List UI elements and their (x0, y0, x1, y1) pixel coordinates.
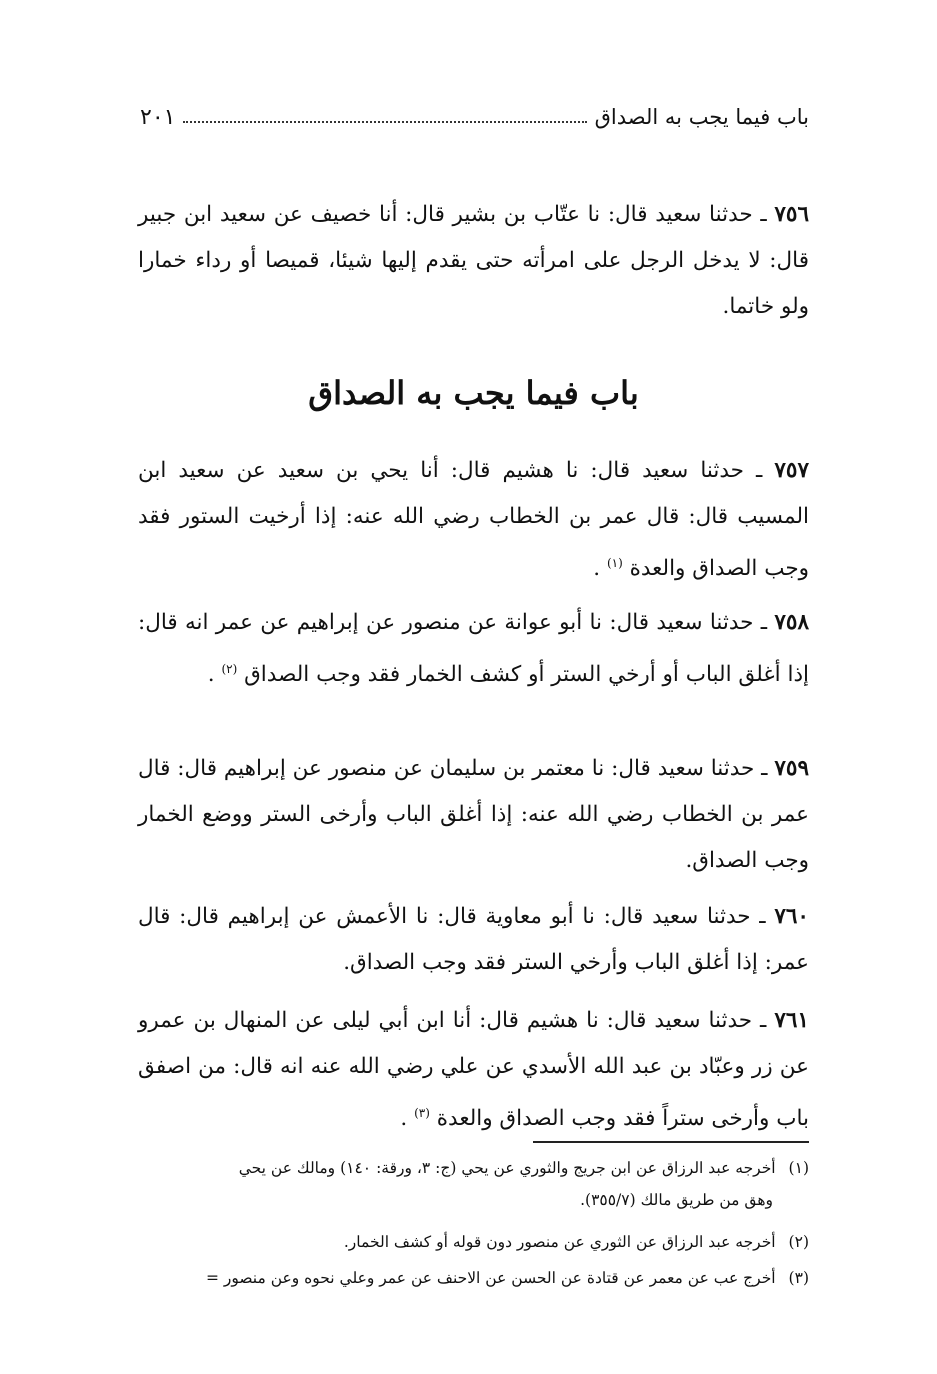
footnote-marker: (٣) (788, 1269, 809, 1287)
footnote-ref: (١) (606, 556, 623, 570)
footnote-text: أخرج عب عن معمر عن قتادة عن الحسن عن الاحنف عن عمر وعلي نحوه وعن منصور = (205, 1269, 776, 1287)
footnote-marker: (١) (788, 1159, 809, 1177)
hadith-text: ـ حدثنا سعيد قال: نا معتمر بن سليمان عن منصور عن إبراهيم قال: قال عمر بن الخطاب رضي الله عنه: إذا أغلق الباب وأرخى الستر ووضع الخمار وجب الصداق. (138, 756, 809, 873)
hadith-758 (138, 600, 809, 698)
section-heading: باب فيما يجب به الصداق (308, 374, 639, 412)
hadith-end: . (207, 662, 215, 688)
page-number: ٢٠١ (140, 104, 176, 130)
hadith-757 (138, 448, 809, 592)
hadith-760 (138, 894, 809, 986)
running-header-title: باب فيما يجب به الصداق (594, 105, 809, 129)
footnote-marker: (٢) (788, 1233, 809, 1251)
footnote-3 (132, 1262, 809, 1294)
footnote-2 (132, 1226, 809, 1258)
hadith-text: ـ حدثنا سعيد قال: نا أبو عوانة عن منصور عن إبراهيم عن عمر انه قال: إذا أغلق الباب أو أرخي الستر أو كشف الخمار فقد وجب الصداق (138, 610, 809, 688)
hadith-text: ـ حدثنا سعيد قال: نا هشيم قال: أنا يحي بن سعيد عن سعيد ابن المسيب قال: قال عمر بن الخطاب رضي الله عنه: إذا أرخيت الستور فقد وجب الصداق والعدة (138, 458, 809, 582)
hadith-text: ـ حدثنا سعيد قال: نا عتّاب بن بشير قال: أنا خصيف عن سعيد ابن جبير قال: لا يدخل الرجل على امرأته حتى يقدم إليها شيئا، قميصا أو رداء خمارا ولو خاتما. (138, 202, 809, 319)
footnote-text: أخرجه عبد الرزاق عن ابن جريج والثوري عن يحي (ج: ٣، ورقة: ١٤٠) ومالك عن يحي (238, 1159, 776, 1177)
hadith-text: ـ حدثنا سعيد قال: نا هشيم قال: أنا ابن أبي ليلى عن المنهال بن عمرو عن زر وعبّاد بن عبد الله الأسدي عن علي رضي الله عنه انه قال: من اصفق باب وأرخى ستراً فقد وجب الصداق والعدة (138, 1008, 809, 1132)
running-header (140, 100, 809, 134)
hadith-number: ٧٥٦ (774, 202, 809, 227)
footnote-ref: (٢) (221, 662, 238, 676)
hadith-end: . (400, 1106, 408, 1132)
hadith-number: ٧٥٧ (774, 458, 809, 483)
footnote-text-continued: وهق من طريق مالك (٣٥٥/٧). (580, 1191, 773, 1209)
hadith-number: ٧٥٩ (774, 756, 810, 781)
hadith-number: ٧٥٨ (774, 610, 809, 635)
hadith-end: . (593, 556, 601, 582)
hadith-number: ٧٦٠ (774, 904, 809, 929)
hadith-text: ـ حدثنا سعيد قال: نا أبو معاوية قال: نا الأعمش عن إبراهيم قال: قال عمر: إذا أغلق الباب وأرخي الستر فقد وجب الصداق. (138, 904, 809, 975)
hadith-759 (138, 746, 809, 884)
footnote-ref: (٣) (414, 1106, 430, 1120)
hadith-number: ٧٦١ (774, 1008, 809, 1033)
footnote-divider (533, 1141, 809, 1143)
hadith-756 (138, 192, 809, 330)
hadith-761 (138, 998, 809, 1142)
footnote-1 (132, 1152, 809, 1216)
header-leader-dots (183, 121, 586, 123)
footnote-text: أخرجه عبد الرزاق عن الثوري عن منصور دون قوله أو كشف الخمار. (343, 1233, 776, 1251)
